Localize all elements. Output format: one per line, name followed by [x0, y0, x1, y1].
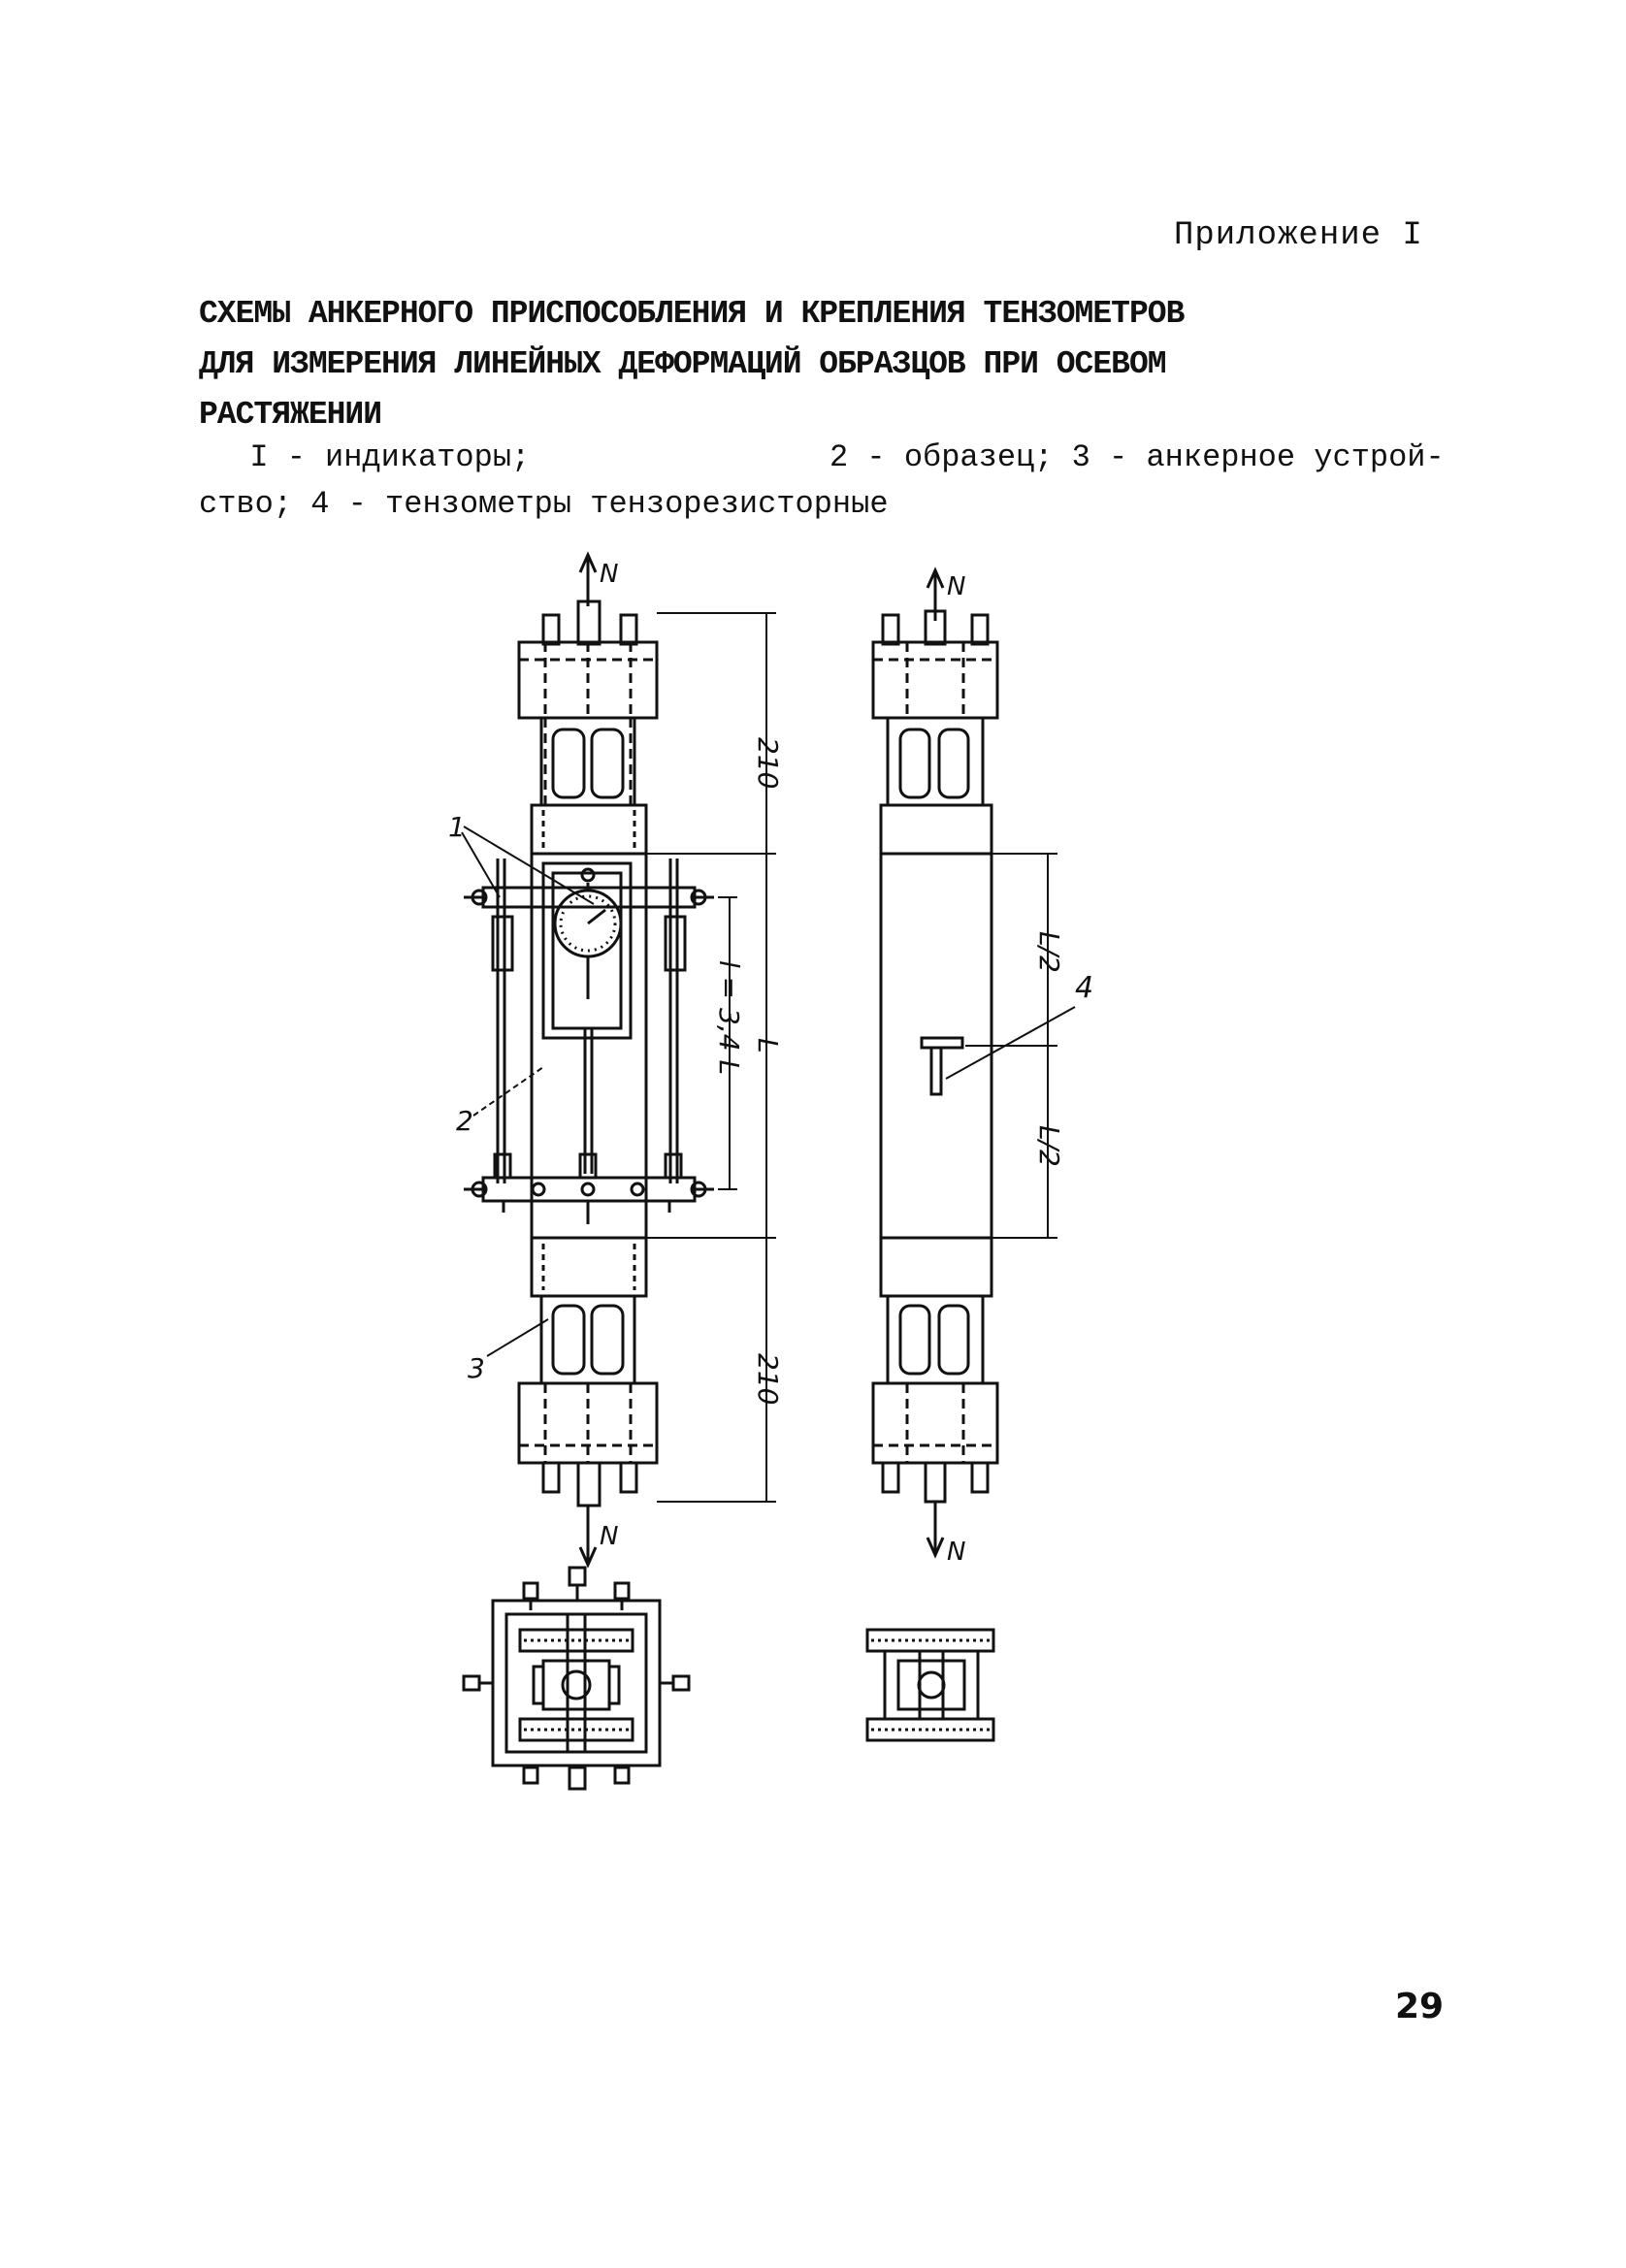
plan-view-right — [867, 1630, 993, 1740]
callout-label-2: 2 — [456, 1105, 473, 1137]
bolt — [543, 1463, 559, 1492]
dimension-label-half-bottom: L/2 — [1033, 1125, 1065, 1167]
callout-label-4: 4 — [1075, 971, 1094, 1005]
dimension-label-bottom-210: 210 — [752, 1353, 784, 1406]
indicator-body — [493, 917, 512, 970]
force-label-top-left: N — [600, 560, 619, 589]
bolt — [621, 1463, 636, 1492]
page-number: 29 — [1395, 1987, 1445, 2026]
dimension-label-half-top: L/2 — [1033, 931, 1065, 973]
top-clamp-band — [532, 805, 646, 854]
bottom-clamp-band-right — [881, 1238, 992, 1296]
top-clamp-band-right — [881, 805, 992, 854]
bolt — [578, 601, 600, 644]
strain-gauge — [931, 1048, 941, 1094]
bolt — [578, 1463, 600, 1506]
left-view-assembly — [448, 555, 784, 1565]
legend-item-1-number: I - — [249, 439, 306, 475]
legend-line-2: ство; 4 - тензометры тензорезисторные — [199, 486, 889, 522]
bolt — [621, 615, 636, 644]
callout-label-1: 1 — [448, 811, 466, 843]
dimension-label-top-210: 210 — [752, 737, 784, 790]
force-label-bottom-left: N — [600, 1522, 619, 1551]
indicator-body — [666, 917, 685, 970]
callout-label-3: 3 — [468, 1352, 485, 1384]
title-line-2: ДЛЯ ИЗМЕРЕНИЯ ЛИНЕЙНЫХ ДЕФОРМАЦИЙ ОБРАЗЦОВ ПРИ ОСЕВОМ — [199, 346, 1166, 382]
right-view-assembly — [873, 570, 1093, 1567]
title-line-3: РАСТЯЖЕНИИ — [199, 397, 382, 433]
lower-clamp-bar — [483, 1178, 695, 1201]
legend-item-1-text: индикаторы; — [325, 439, 531, 475]
force-label-bottom-right: N — [947, 1538, 966, 1567]
bolt — [543, 615, 559, 644]
dimension-label-gauge: l = 3,4 L — [713, 960, 745, 1076]
legend-items-2-3: 2 - образец; 3 - анкерное устрой- — [829, 439, 1445, 475]
bottom-anchor-block-right — [873, 1383, 997, 1463]
top-anchor-block-right — [873, 642, 997, 718]
dimension-label-length: L — [752, 1038, 784, 1053]
specimen — [532, 854, 646, 1238]
plan-view-left — [464, 1568, 689, 1789]
title-line-1: СХЕМЫ АНКЕРНОГО ПРИСПОСОБЛЕНИЯ И КРЕПЛЕНИЯ ТЕНЗОМЕТРОВ — [199, 296, 1185, 332]
bottom-clamp-band — [532, 1238, 646, 1296]
appendix-label: Приложение I — [1174, 217, 1423, 254]
force-label-top-right: N — [947, 572, 966, 601]
